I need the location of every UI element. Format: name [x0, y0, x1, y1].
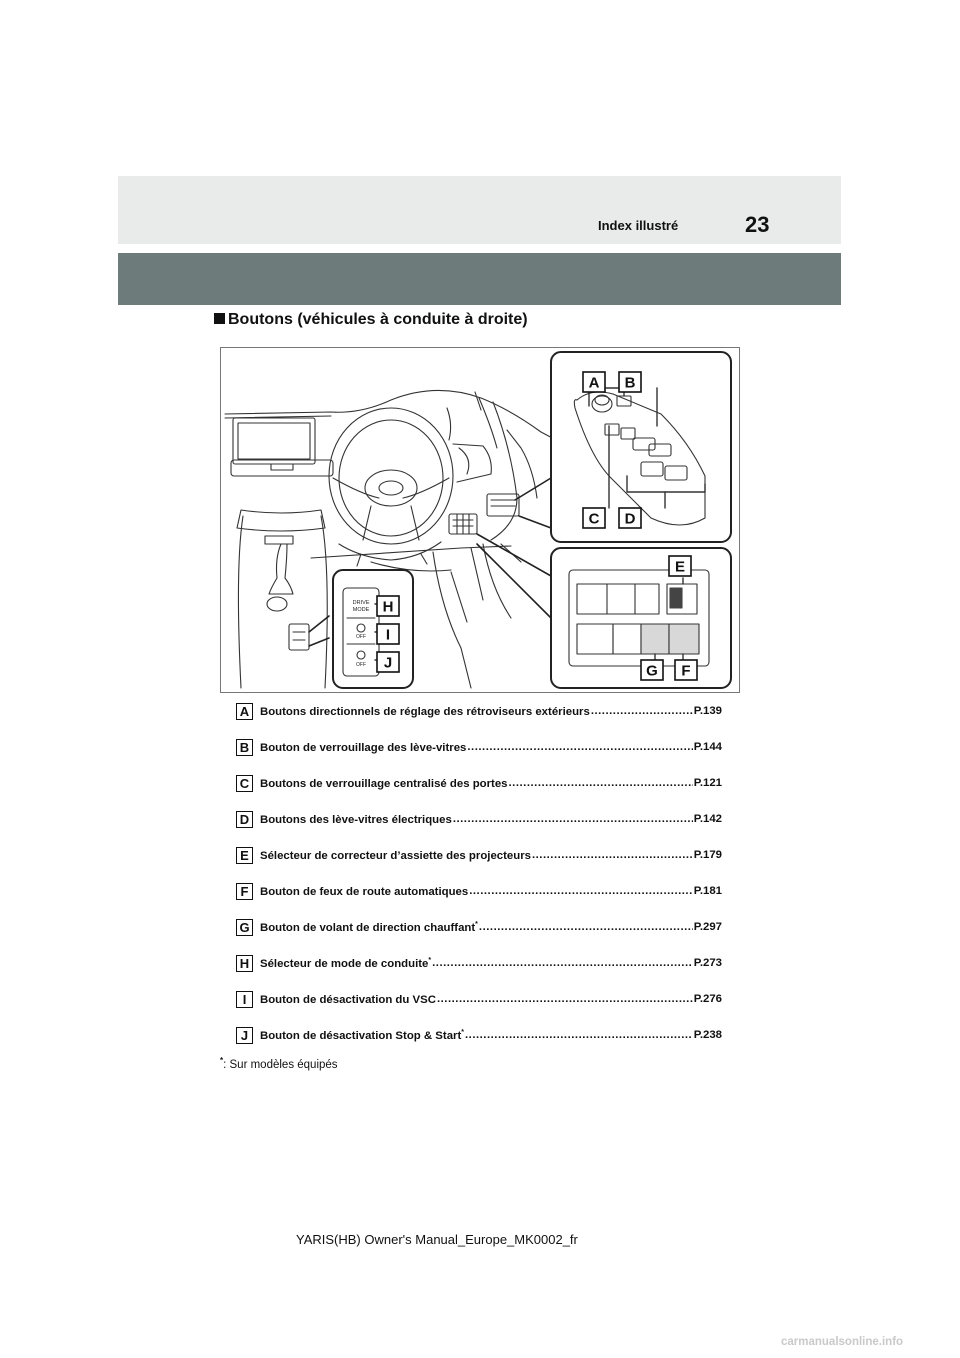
item-label: Boutons directionnels de réglage des rétroviseurs extérieurs	[260, 705, 590, 718]
page-reference-link[interactable]: P.276	[693, 993, 722, 1005]
list-item	[236, 919, 722, 955]
svg-text:F: F	[681, 662, 691, 680]
list-item	[236, 775, 722, 811]
svg-text:C: C	[588, 510, 600, 528]
page-reference-link[interactable]: P.297	[693, 921, 722, 933]
footnote: *: Sur modèles équipés	[220, 1056, 338, 1071]
section-heading	[214, 311, 528, 329]
item-label: Bouton de verrouillage des lève-vitres	[260, 741, 467, 754]
vsc-off-switch-text: OFF	[356, 634, 366, 640]
item-letter-badge: B	[236, 739, 253, 756]
callout-a	[583, 372, 605, 392]
item-label: Boutons de verrouillage centralisé des portes	[260, 777, 508, 790]
list-item	[236, 991, 722, 1027]
page-reference-link[interactable]: P.144	[693, 741, 722, 753]
svg-text:E: E	[674, 558, 686, 576]
svg-text:MODE: MODE	[352, 607, 370, 613]
list-item	[236, 955, 722, 991]
callout-d	[619, 508, 641, 528]
item-letter-badge: J	[236, 1027, 253, 1044]
list-item	[236, 883, 722, 919]
leader-dots	[469, 885, 692, 898]
leader-dots	[465, 1029, 693, 1042]
leader-dots	[479, 921, 693, 934]
page-reference-link[interactable]: P.273	[693, 957, 722, 969]
callout-letters	[221, 348, 739, 692]
list-item	[236, 739, 722, 775]
item-letter-badge: C	[236, 775, 253, 792]
item-label: Sélecteur de correcteur d’assiette des projecteurs	[260, 849, 531, 862]
leader-dots	[453, 813, 693, 826]
page-reference-link[interactable]: P.139	[693, 705, 722, 717]
item-label: Sélecteur de mode de conduite*	[260, 957, 432, 970]
item-label: Bouton de feux de route automatiques	[260, 885, 469, 898]
svg-text:D: D	[624, 510, 636, 528]
leader-dots	[591, 705, 693, 718]
list-item	[236, 847, 722, 883]
manual-footer: YARIS(HB) Owner's Manual_Europe_MK0002_fr	[296, 1232, 578, 1247]
leader-dots	[437, 993, 693, 1006]
svg-text:A: A	[588, 374, 600, 392]
item-letter-badge: H	[236, 955, 253, 972]
header-dark-band	[118, 253, 841, 305]
list-item	[236, 811, 722, 847]
callout-f	[675, 660, 697, 680]
bullet-square-icon	[214, 313, 225, 324]
section-heading-text: Boutons (véhicules à conduite à droite)	[228, 311, 528, 328]
item-label: Bouton de désactivation Stop & Start*	[260, 1029, 464, 1042]
callout-i	[377, 624, 399, 644]
item-letter-badge: E	[236, 847, 253, 864]
svg-text:J: J	[383, 654, 393, 672]
svg-text:I: I	[385, 626, 391, 644]
svg-text:H: H	[382, 598, 394, 616]
item-letter-badge: D	[236, 811, 253, 828]
watermark: carmanualsonline.info	[781, 1336, 904, 1348]
callout-e	[669, 556, 691, 576]
list-item	[236, 703, 722, 739]
svg-text:B: B	[624, 374, 636, 392]
page-number: 23	[745, 212, 770, 237]
callout-h	[377, 596, 399, 616]
leader-dots	[532, 849, 693, 862]
header-section-title: Index illustré	[598, 218, 679, 233]
callout-b	[619, 372, 641, 392]
button-reference-list	[236, 703, 722, 1063]
stop-start-off-switch-text: OFF	[356, 662, 366, 668]
item-letter-badge: G	[236, 919, 253, 936]
item-label: Bouton de volant de direction chauffant*	[260, 921, 478, 934]
page-reference-link[interactable]: P.142	[693, 813, 722, 825]
leader-dots	[467, 741, 692, 754]
page-reference-link[interactable]: P.179	[693, 849, 722, 861]
svg-text:G: G	[646, 662, 658, 680]
drive-mode-switch-text: DRIVE	[352, 600, 370, 606]
callout-g	[641, 660, 663, 680]
item-letter-badge: F	[236, 883, 253, 900]
leader-dots	[509, 777, 693, 790]
callout-c	[583, 508, 605, 528]
item-letter-badge: I	[236, 991, 253, 1008]
item-letter-badge: A	[236, 703, 253, 720]
page-reference-link[interactable]: P.181	[693, 885, 722, 897]
leader-dots	[432, 957, 693, 970]
illustration-dashboard-buttons	[220, 347, 740, 693]
page-reference-link[interactable]: P.238	[693, 1029, 722, 1041]
page-reference-link[interactable]: P.121	[693, 777, 722, 789]
header-band	[118, 176, 841, 244]
item-label: Bouton de désactivation du VSC	[260, 993, 436, 1006]
item-label: Boutons des lève-vitres électriques	[260, 813, 452, 826]
callout-j	[377, 652, 399, 672]
